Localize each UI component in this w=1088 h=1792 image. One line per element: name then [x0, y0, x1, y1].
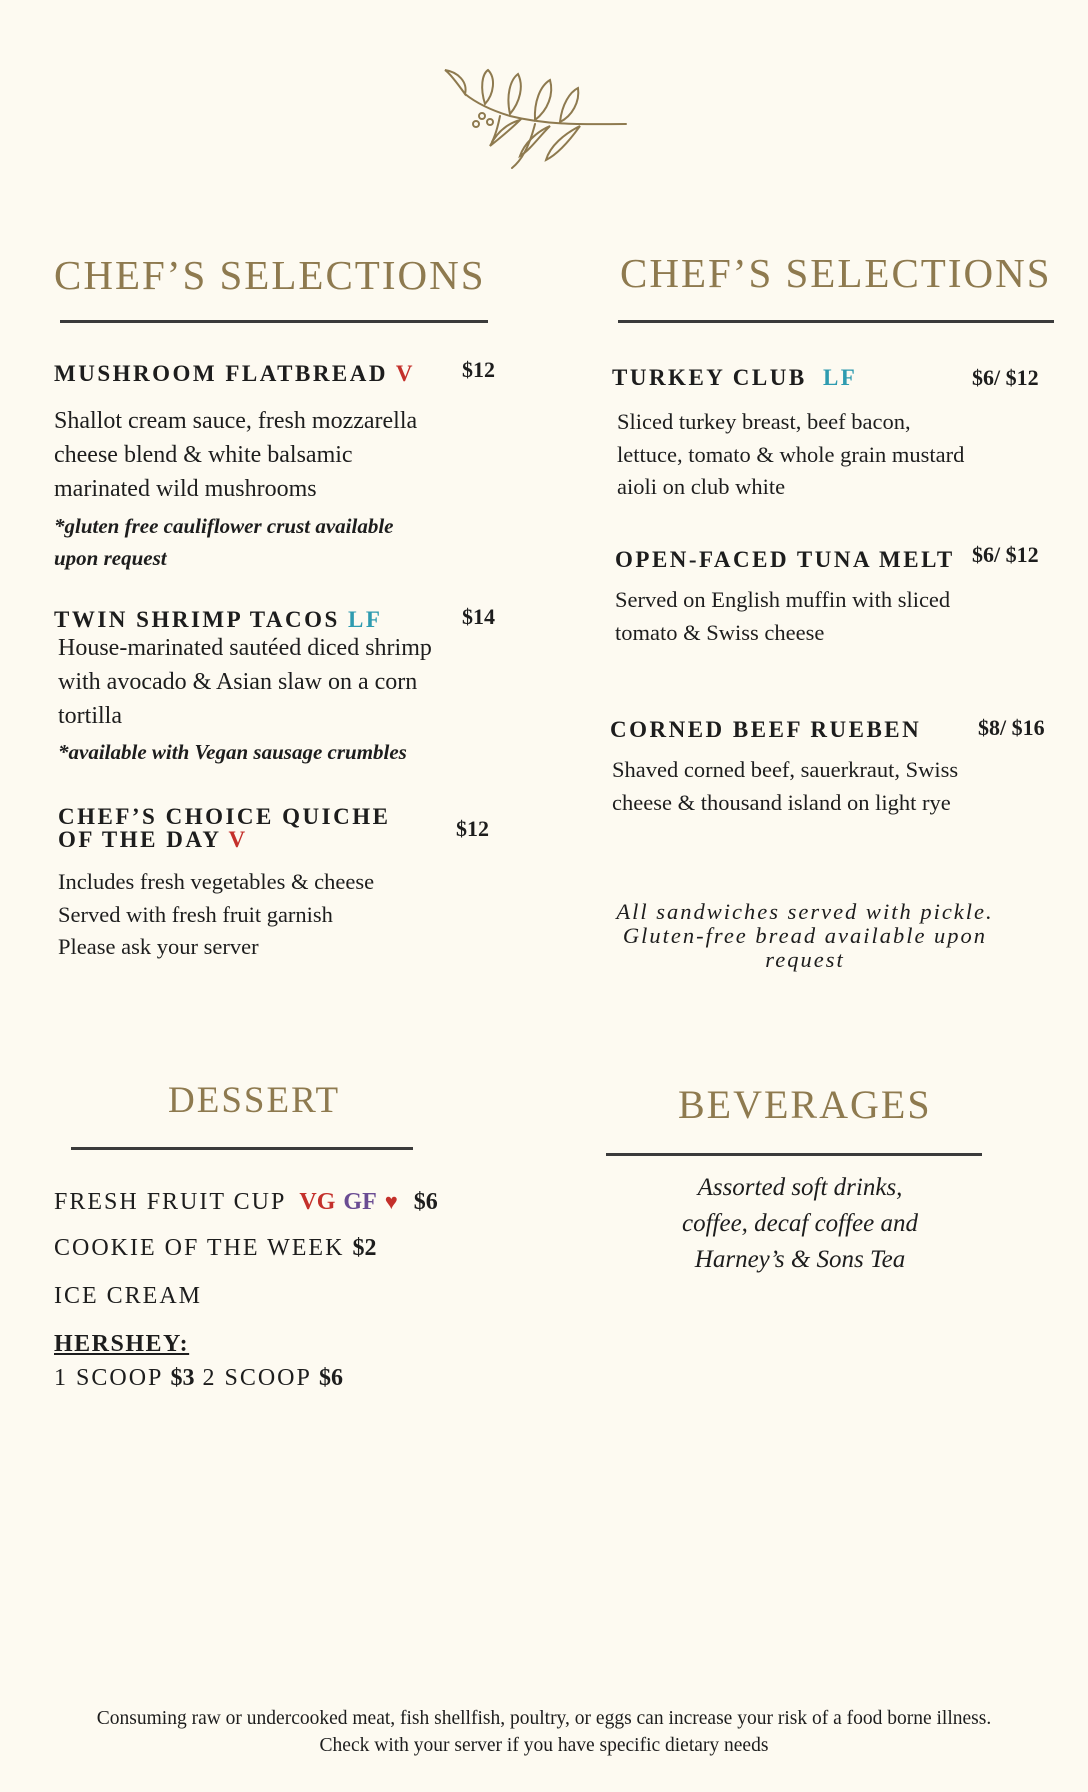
- description-line: tortilla: [58, 703, 122, 729]
- description-line: Please ask your server: [58, 934, 259, 959]
- disclaimer-line: Consuming raw or undercooked meat, fish shellfish, poultry, or eggs can increase your risk of a food borne illness.: [96, 1708, 992, 1729]
- beverages-list: [600, 1170, 1000, 1278]
- description-line: cheese blend & white balsamic: [54, 442, 353, 468]
- item-price: $12: [462, 357, 495, 382]
- item-description: [58, 631, 498, 733]
- item-description: [58, 866, 498, 964]
- description-line: Sliced turkey breast, beef bacon,: [617, 409, 911, 434]
- item-name-line2: OF THE DAY: [58, 827, 221, 852]
- description-line: Served on English muffin with sliced: [615, 587, 951, 612]
- scoop-price: $6: [318, 1365, 343, 1391]
- description-line: with avocado & Asian slaw on a corn: [58, 669, 418, 695]
- item-price: $14: [462, 604, 495, 629]
- item-description: [612, 754, 1052, 819]
- hershey-scoop-prices: [54, 1365, 343, 1392]
- dessert-item-name: COOKIE OF THE WEEK: [54, 1235, 345, 1261]
- description-line: Served with fresh fruit garnish: [58, 901, 333, 927]
- scoop-label: 2 SCOOP: [202, 1365, 311, 1391]
- vegan-tag: VG: [299, 1189, 336, 1215]
- scoop-price: $3: [170, 1365, 195, 1391]
- description-line: Includes fresh vegetables & cheese: [58, 869, 375, 894]
- description-line: Shaved corned beef, sauerkraut, Swiss: [612, 757, 959, 782]
- description-line: tomato & Swiss cheese: [615, 619, 825, 645]
- note-line: request: [765, 947, 845, 972]
- dessert-heading: DESSERT: [168, 1080, 341, 1121]
- note-line: *gluten free cauliflower crust available: [54, 514, 394, 538]
- dessert-ice-cream: ICE CREAM: [54, 1283, 203, 1309]
- item-turkey-club-title: [612, 365, 857, 391]
- description-line: cheese & thousand island on light rye: [612, 789, 951, 815]
- item-mushroom-flatbread-title: [54, 361, 415, 387]
- left-section-heading: CHEF’S SELECTIONS: [54, 252, 486, 298]
- item-name: MUSHROOM FLATBREAD: [54, 361, 388, 386]
- description-line: House-marinated sautéed diced shrimp: [58, 635, 432, 661]
- item-price: $12: [456, 816, 489, 841]
- gluten-free-tag: GF: [343, 1189, 377, 1215]
- right-section-heading: CHEF’S SELECTIONS: [620, 250, 1052, 296]
- description-line: aioli on club white: [617, 474, 786, 499]
- item-description: [617, 406, 1057, 504]
- item-note: [54, 510, 484, 574]
- item-twin-shrimp-tacos-title: [54, 607, 382, 633]
- scoop-label: 1 SCOOP: [54, 1365, 163, 1391]
- item-description: [54, 404, 484, 506]
- note-line: All sandwiches served with pickle.: [616, 899, 994, 924]
- beverages-heading: BEVERAGES: [678, 1082, 932, 1127]
- item-tuna-melt-title: OPEN-FACED TUNA MELT: [615, 547, 955, 572]
- item-note: [58, 736, 498, 768]
- item-quiche-title: [58, 805, 390, 851]
- item-name: TWIN SHRIMP TACOS: [54, 607, 340, 632]
- beverages-heading-rule: [606, 1153, 982, 1156]
- dessert-price: $6: [413, 1189, 438, 1215]
- note-line: Gluten-free bread available upon: [622, 923, 988, 948]
- vegetarian-tag: V: [395, 361, 415, 386]
- description-line: marinated wild mushrooms: [54, 476, 317, 502]
- dessert-heading-rule: [71, 1147, 413, 1150]
- item-price: $6/ $12: [972, 542, 1039, 567]
- vegetarian-tag: V: [228, 827, 248, 852]
- left-heading-rule: [60, 320, 488, 323]
- note-line: upon request: [54, 546, 167, 570]
- disclaimer-line: Check with your server if you have specific dietary needs: [319, 1735, 769, 1756]
- beverage-line: Harney’s & Sons Tea: [694, 1246, 906, 1273]
- hershey-label: HERSHEY:: [54, 1331, 190, 1357]
- dessert-cookie: [54, 1235, 376, 1262]
- dessert-item-name: FRESH FRUIT CUP: [54, 1189, 286, 1215]
- item-price: $8/ $16: [978, 715, 1045, 740]
- beverage-line: Assorted soft drinks,: [697, 1174, 903, 1201]
- food-safety-disclaimer: [0, 1705, 1088, 1759]
- item-name: TURKEY CLUB: [612, 365, 807, 390]
- right-heading-rule: [618, 320, 1054, 323]
- leaf-branch-icon: [440, 64, 630, 176]
- dessert-fruit-cup: [54, 1189, 438, 1216]
- item-price: $6/ $12: [972, 365, 1039, 390]
- item-corned-beef-title: CORNED BEEF RUEBEN: [610, 717, 922, 742]
- item-description: [615, 584, 1055, 649]
- lactose-free-tag: LF: [348, 607, 383, 632]
- lactose-free-tag: LF: [822, 365, 858, 390]
- description-line: Shallot cream sauce, fresh mozzarella: [54, 408, 418, 434]
- item-name-line1: CHEF’S CHOICE QUICHE: [58, 804, 391, 829]
- logo: [440, 64, 630, 176]
- dessert-price: $2: [352, 1235, 377, 1261]
- beverage-line: coffee, decaf coffee and: [682, 1210, 918, 1237]
- sandwich-note: [580, 900, 1030, 972]
- heart-icon: ♥: [384, 1189, 400, 1214]
- note-line: *available with Vegan sausage crumbles: [58, 740, 407, 764]
- description-line: lettuce, tomato & whole grain mustard: [617, 441, 965, 467]
